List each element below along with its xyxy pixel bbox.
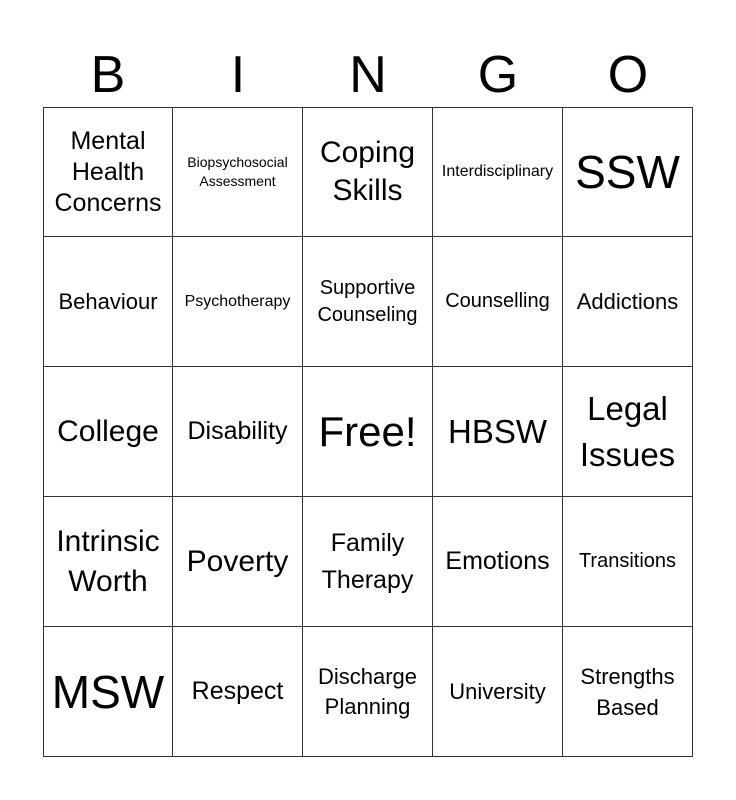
bingo-cell <box>433 367 563 497</box>
header-letter-b: B <box>90 46 126 104</box>
cell-label: Addictions <box>576 288 679 314</box>
bingo-cell <box>303 497 433 627</box>
bingo-cell <box>563 237 693 367</box>
cell-label: Psychotherapy <box>184 292 291 310</box>
cell-label: Biopsychosocial Assessment <box>187 154 288 189</box>
bingo-cell <box>433 497 563 627</box>
cell-label: Counselling <box>445 290 550 312</box>
cell-label: Poverty <box>186 544 289 578</box>
bingo-cell <box>433 237 563 367</box>
header-letter-i: I <box>230 46 246 104</box>
bingo-cell <box>43 237 173 367</box>
cell-label: Emotions <box>445 547 550 575</box>
bingo-cell <box>433 107 563 237</box>
header-letter-n: N <box>349 46 387 104</box>
bingo-cell <box>433 627 563 757</box>
bingo-cell <box>303 627 433 757</box>
bingo-cell <box>43 627 173 757</box>
cell-label: SSW <box>575 146 680 198</box>
bingo-cell <box>173 237 303 367</box>
bingo-cell <box>303 367 433 497</box>
cell-label: Legal Issues <box>579 389 676 473</box>
bingo-cell <box>173 367 303 497</box>
bingo-card-grid <box>43 107 693 757</box>
bingo-cell <box>173 627 303 757</box>
bingo-cell <box>43 497 173 627</box>
header-letter-g: G <box>477 46 519 104</box>
header-letter-o: O <box>607 46 649 104</box>
cell-label: Interdisciplinary <box>441 163 554 180</box>
bingo-cell <box>43 107 173 237</box>
cell-label: HBSW <box>448 412 547 450</box>
bingo-cell <box>563 497 693 627</box>
bingo-cell <box>303 107 433 237</box>
bingo-cell <box>563 107 693 237</box>
bingo-cell <box>563 627 693 757</box>
cell-label: Supportive Counseling <box>317 276 418 326</box>
cell-label: Behaviour <box>58 288 158 314</box>
bingo-cell <box>173 107 303 237</box>
cell-label: Disability <box>187 417 288 445</box>
cell-label: Discharge Planning <box>317 663 418 719</box>
bingo-cell <box>173 497 303 627</box>
free-space-label: Free! <box>318 407 417 455</box>
cell-label: Mental Health Concerns <box>54 126 162 217</box>
cell-label: Family Therapy <box>321 528 414 594</box>
cell-label: Strengths Based <box>580 663 675 720</box>
bingo-header <box>43 44 693 106</box>
bingo-cell <box>43 367 173 497</box>
bingo-cell <box>303 237 433 367</box>
cell-label: Transitions <box>578 550 677 572</box>
cell-label: University <box>449 678 546 704</box>
cell-label: MSW <box>51 665 165 718</box>
cell-label: Respect <box>191 677 284 705</box>
bingo-cell <box>563 367 693 497</box>
cell-label: College <box>57 414 159 448</box>
cell-label: Intrinsic Worth <box>56 524 160 598</box>
cell-label: Coping Skills <box>319 136 416 207</box>
